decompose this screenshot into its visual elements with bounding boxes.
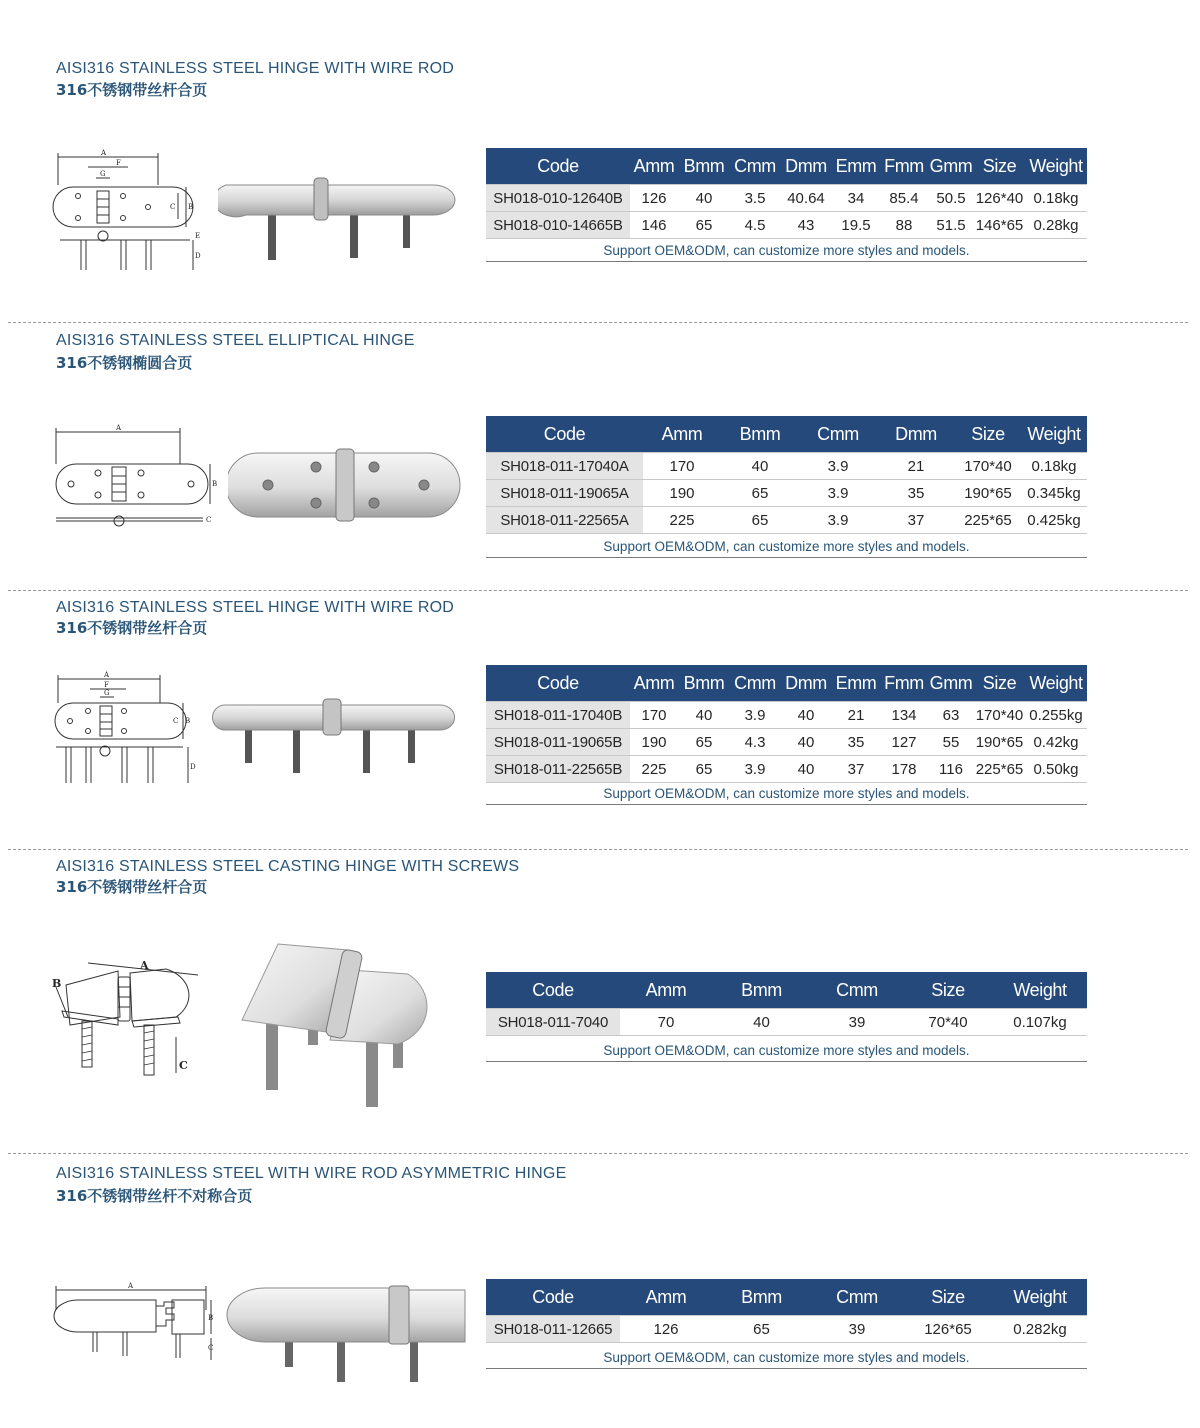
table-cell: 146*65	[974, 212, 1025, 239]
drawing-label-c: C	[179, 1059, 188, 1072]
table-cell: 3.9	[799, 453, 877, 480]
table-cell: 170	[643, 453, 721, 480]
drawing-label-c: C	[170, 203, 176, 211]
table-cell: 39	[811, 1316, 903, 1343]
header-cell: Weight	[1025, 148, 1087, 185]
section-title-en: AISI316 STAINLESS STEEL WITH WIRE ROD ASYMMETRIC HINGE	[56, 1165, 567, 1182]
header-cell: Code	[486, 665, 630, 702]
table-cell: 88	[880, 212, 928, 239]
drawing-label-b: B	[208, 1314, 214, 1322]
table-cell: 0.18kg	[1025, 185, 1087, 212]
table-cell: 190	[643, 480, 721, 507]
drawing-label-b: B	[212, 480, 218, 488]
table-cell: 3.9	[799, 480, 877, 507]
table-cell: 178	[880, 756, 928, 783]
table-cell: 170	[630, 702, 678, 729]
table-cell: 4.3	[730, 729, 780, 756]
header-cell: Amm	[630, 665, 678, 702]
table-cell: 40	[721, 453, 799, 480]
header-cell: Dmm	[780, 148, 832, 185]
table-cell: 170*40	[974, 702, 1025, 729]
table-cell: 0.282kg	[993, 1316, 1087, 1343]
drawing-label-c: C	[173, 717, 179, 725]
header-cell: Bmm	[712, 1279, 811, 1316]
section-title-cn: 316不锈钢椭圆合页	[56, 354, 193, 372]
table-cell: 40	[780, 756, 832, 783]
table-cell: 35	[832, 729, 880, 756]
drawing-label-a: A	[128, 1282, 134, 1290]
header-cell: Amm	[620, 1279, 712, 1316]
drawing-label-b: B	[185, 717, 191, 725]
table-cell: 65	[712, 1316, 811, 1343]
header-cell: Amm	[630, 148, 678, 185]
header-cell: Bmm	[678, 148, 730, 185]
table-cell: 63	[928, 702, 974, 729]
header-cell: Emm	[832, 665, 880, 702]
header-cell: Size	[974, 148, 1025, 185]
header-cell: Cmm	[799, 416, 877, 453]
table-cell: 40	[780, 729, 832, 756]
drawing-label-f: F	[104, 681, 109, 689]
table-cell: 0.255kg	[1025, 702, 1087, 729]
table-cell: 65	[678, 729, 730, 756]
table-cell: 65	[678, 212, 730, 239]
code-cell: SH018-011-22565A	[486, 507, 643, 534]
table-cell: 70	[620, 1009, 712, 1036]
table-cell: 170*40	[955, 453, 1021, 480]
table-cell: 0.18kg	[1021, 453, 1087, 480]
header-cell: Code	[486, 972, 620, 1009]
table-cell: 35	[877, 480, 955, 507]
code-cell: SH018-011-7040	[486, 1009, 620, 1036]
code-cell: SH018-011-12665	[486, 1316, 620, 1343]
header-cell: Cmm	[811, 972, 903, 1009]
header-cell: Cmm	[730, 148, 780, 185]
oem-note: Support OEM&ODM, can customize more styles and models.	[486, 1350, 1087, 1369]
header-cell: Dmm	[780, 665, 832, 702]
drawing-label-d: D	[190, 763, 196, 771]
table-cell: 190	[630, 729, 678, 756]
table-cell: 37	[832, 756, 880, 783]
header-cell: Fmm	[880, 148, 928, 185]
table-cell: 225	[643, 507, 721, 534]
table-cell: 225*65	[955, 507, 1021, 534]
table-cell: 40	[678, 185, 730, 212]
header-cell: Code	[486, 416, 643, 453]
oem-note: Support OEM&ODM, can customize more styles and models.	[486, 1043, 1087, 1062]
header-cell: Size	[955, 416, 1021, 453]
table-cell: 0.28kg	[1025, 212, 1087, 239]
code-cell: SH018-011-19065B	[486, 729, 630, 756]
header-cell: Weight	[993, 972, 1087, 1009]
header-cell: Gmm	[928, 665, 974, 702]
drawing-label-g: G	[100, 170, 106, 178]
table-cell: 0.107kg	[993, 1009, 1087, 1036]
header-cell: Emm	[832, 148, 880, 185]
header-cell: Weight	[1021, 416, 1087, 453]
table-cell: 65	[721, 480, 799, 507]
table-cell: 39	[811, 1009, 903, 1036]
section-title-en: AISI316 STAINLESS STEEL CASTING HINGE WITH SCREWS	[56, 858, 520, 875]
table-cell: 4.5	[730, 212, 780, 239]
drawing-label-a: A	[104, 671, 110, 679]
table-cell: 126	[630, 185, 678, 212]
table-cell: 55	[928, 729, 974, 756]
table-cell: 37	[877, 507, 955, 534]
table-cell: 40	[678, 702, 730, 729]
drawing-label-a: A	[116, 424, 122, 432]
code-cell: SH018-011-22565B	[486, 756, 630, 783]
code-cell: SH018-011-19065A	[486, 480, 643, 507]
code-cell: SH018-010-12640B	[486, 185, 630, 212]
table-cell: 146	[630, 212, 678, 239]
header-cell: Amm	[643, 416, 721, 453]
section-title-cn: 316不锈钢带丝杆合页	[56, 81, 208, 99]
header-cell: Dmm	[877, 416, 955, 453]
drawing-label-c: C	[206, 516, 212, 524]
drawing-label-a: A	[101, 149, 107, 157]
technical-drawing	[48, 1280, 223, 1365]
table-cell: 65	[721, 507, 799, 534]
section-title-cn: 316不锈钢带丝杆合页	[56, 619, 208, 637]
table-cell: 225*65	[974, 756, 1025, 783]
drawing-label-b: B	[52, 977, 62, 990]
header-cell: Cmm	[811, 1279, 903, 1316]
table-cell: 134	[880, 702, 928, 729]
section-title-cn: 316不锈钢带丝杆不对称合页	[56, 1187, 253, 1205]
oem-note: Support OEM&ODM, can customize more styles and models.	[486, 539, 1087, 558]
table-cell: 21	[832, 702, 880, 729]
section-title-en: AISI316 STAINLESS STEEL HINGE WITH WIRE ROD	[56, 599, 455, 616]
header-cell: Bmm	[721, 416, 799, 453]
header-cell: Weight	[993, 1279, 1087, 1316]
header-cell: Gmm	[928, 148, 974, 185]
table-cell: 50.5	[928, 185, 974, 212]
table-cell: 34	[832, 185, 880, 212]
header-cell: Code	[486, 1279, 620, 1316]
header-cell: Cmm	[730, 665, 780, 702]
product-photo	[225, 1282, 470, 1387]
table-cell: 3.5	[730, 185, 780, 212]
table-cell: 0.50kg	[1025, 756, 1087, 783]
table-cell: 126*65	[903, 1316, 993, 1343]
section-title-cn: 316不锈钢带丝杆合页	[56, 878, 208, 896]
table-cell: 51.5	[928, 212, 974, 239]
section-title-en: AISI316 STAINLESS STEEL ELLIPTICAL HINGE	[56, 332, 415, 349]
drawing-label-e: E	[195, 232, 201, 240]
oem-note: Support OEM&ODM, can customize more styles and models.	[486, 786, 1087, 805]
header-cell: Fmm	[880, 665, 928, 702]
table-cell: 19.5	[832, 212, 880, 239]
table-cell: 0.42kg	[1025, 729, 1087, 756]
table-cell: 126	[620, 1316, 712, 1343]
code-cell: SH018-011-17040B	[486, 702, 630, 729]
table-cell: 0.345kg	[1021, 480, 1087, 507]
table-cell: 3.9	[799, 507, 877, 534]
header-cell: Size	[974, 665, 1025, 702]
table-row	[486, 1316, 1087, 1343]
table-cell: 126*40	[974, 185, 1025, 212]
drawing-label-b: B	[188, 203, 194, 211]
header-cell: Weight	[1025, 665, 1087, 702]
table-cell: 40	[712, 1009, 811, 1036]
table-cell: 3.9	[730, 756, 780, 783]
table-cell: 190*65	[955, 480, 1021, 507]
table-cell: 40.64	[780, 185, 832, 212]
header-cell: Bmm	[678, 665, 730, 702]
table-cell: 225	[630, 756, 678, 783]
header-cell: Bmm	[712, 972, 811, 1009]
table-cell: 43	[780, 212, 832, 239]
table-cell: 0.425kg	[1021, 507, 1087, 534]
table-cell: 85.4	[880, 185, 928, 212]
drawing-label-c: C	[208, 1344, 214, 1352]
header-cell: Amm	[620, 972, 712, 1009]
header-cell: Code	[486, 148, 630, 185]
oem-note: Support OEM&ODM, can customize more styles and models.	[486, 243, 1087, 262]
drawing-label-a: A	[140, 959, 149, 972]
table-cell: 190*65	[974, 729, 1025, 756]
header-cell: Size	[903, 972, 993, 1009]
table-cell: 3.9	[730, 702, 780, 729]
table-header-row	[486, 1279, 1087, 1316]
drawing-label-f: F	[116, 159, 121, 167]
table-cell: 65	[678, 756, 730, 783]
table-cell: 70*40	[903, 1009, 993, 1036]
table-cell: 127	[880, 729, 928, 756]
table-cell: 116	[928, 756, 974, 783]
drawing-label-g: G	[104, 689, 110, 697]
code-cell: SH018-011-17040A	[486, 453, 643, 480]
table-cell: 40	[780, 702, 832, 729]
code-cell: SH018-010-14665B	[486, 212, 630, 239]
spec-table	[486, 1279, 1087, 1343]
drawing-label-d: D	[195, 252, 201, 260]
table-cell: 21	[877, 453, 955, 480]
header-cell: Size	[903, 1279, 993, 1316]
section-title-en: AISI316 STAINLESS STEEL HINGE WITH WIRE ROD	[56, 60, 455, 77]
